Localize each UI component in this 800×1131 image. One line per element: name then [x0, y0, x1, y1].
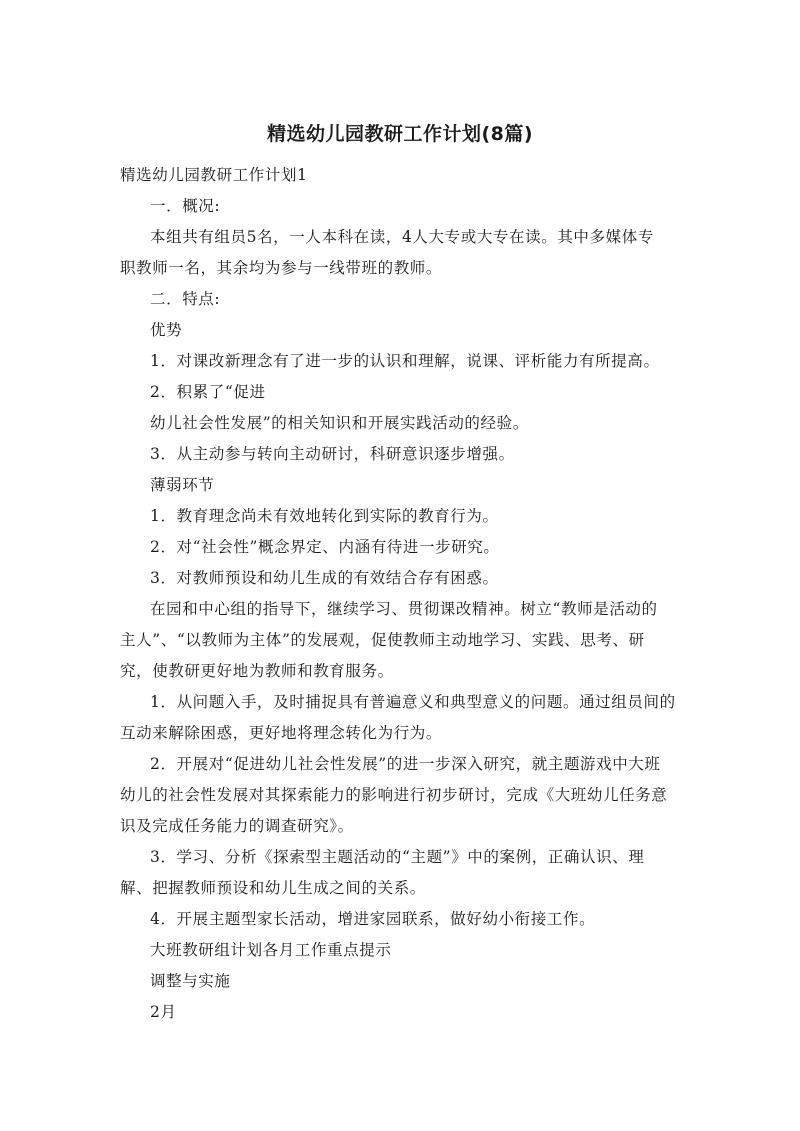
overview-paragraph-line: 职教师一名，其余均为参与一线带班的教师。 — [120, 259, 443, 277]
document-title: 精选幼儿园教研工作计划(8篇) — [266, 123, 534, 145]
weakness-item: 1．教育理念尚未有效地转化到实际的教育行为。 — [150, 507, 499, 525]
document-body — [120, 160, 690, 1028]
month-label: 2月 — [150, 1003, 177, 1021]
task-item-line: 幼儿的社会性发展对其探索能力的影响进行初步研讨，完成《大班幼儿任务意 — [120, 786, 668, 804]
task-item-line: 解、把握教师预设和幼儿生成之间的关系。 — [120, 879, 426, 897]
task-item-line: 1．从问题入手，及时捕捉具有普遍意义和典型意义的问题。通过组员间的 — [150, 693, 676, 711]
guide-paragraph-line: 主人”、“以教师为主体”的发展观，促使教师主动地学习、实践、思考、研 — [120, 631, 645, 649]
task-item-line: 2．开展对“促进幼儿社会性发展”的进一步深入研究，就主题游戏中大班 — [150, 755, 661, 773]
task-item-line: 互动来解除困惑，更好地将理念转化为行为。 — [120, 724, 443, 742]
task-item-line: 3．学习、分析《探索型主题活动的“主题”》中的案例，正确认识、理 — [150, 848, 645, 866]
task-item-line: 识及完成任务能力的调查研究》。 — [120, 817, 354, 835]
overview-paragraph-line: 本组共有组员5名，一人本科在读，4人大专或大专在读。其中多媒体专 — [150, 228, 654, 246]
strength-item-continued: 幼儿社会性发展”的相关知识和开展实践活动的经验。 — [150, 414, 529, 432]
subtitle: 精选幼儿园教研工作计划1 — [120, 166, 308, 184]
weakness-item: 3．对教师预设和幼儿生成的有效结合存有困惑。 — [150, 569, 499, 587]
features-heading: 二．特点: — [150, 290, 221, 308]
strength-item: 2．积累了“促进 — [150, 383, 266, 401]
strengths-heading: 优势 — [150, 321, 183, 339]
monthly-heading: 大班教研组计划各月工作重点提示 — [150, 941, 392, 959]
task-item-line: 4．开展主题型家长活动，增进家园联系，做好幼小衔接工作。 — [150, 910, 596, 928]
weakness-heading: 薄弱环节 — [150, 476, 215, 494]
weakness-item: 2．对“社会性”概念界定、内涵有待进一步研究。 — [150, 538, 500, 556]
guide-paragraph-line: 究，使教研更好地为教师和教育服务。 — [120, 662, 394, 680]
guide-paragraph-line: 在园和中心组的指导下，继续学习、贯彻课改精神。树立“教师是活动的 — [150, 600, 658, 618]
strength-item: 1．对课改新理念有了进一步的认识和理解，说课、评析能力有所提高。 — [150, 352, 660, 370]
strength-item: 3．从主动参与转向主动研讨，科研意识逐步增强。 — [150, 445, 515, 463]
adjust-heading: 调整与实施 — [150, 972, 231, 990]
overview-heading: 一．概况: — [150, 197, 221, 215]
